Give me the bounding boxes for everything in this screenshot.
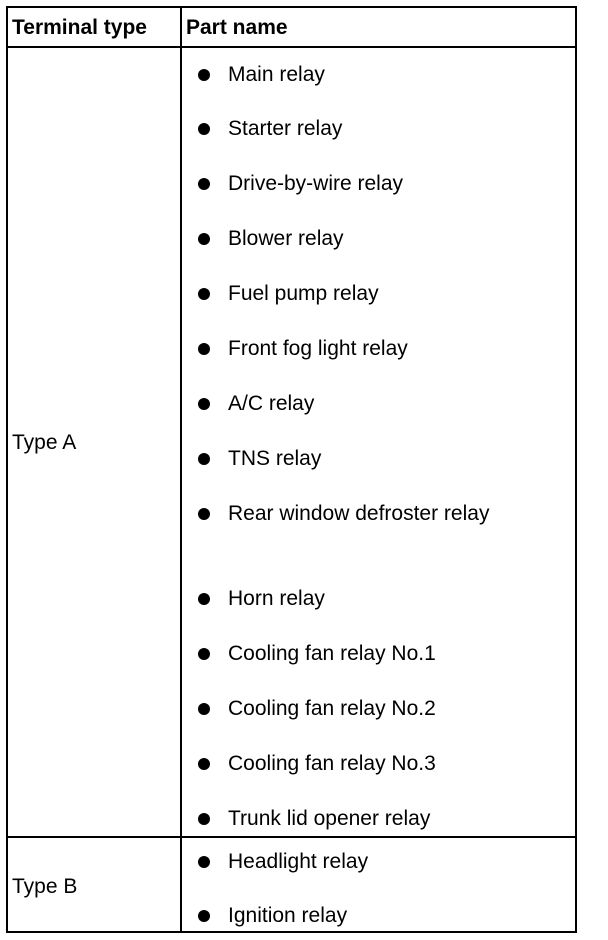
list-item xyxy=(228,169,548,199)
part-name: Headlight relay xyxy=(228,850,369,873)
list-item xyxy=(228,444,548,474)
part-name: Main relay xyxy=(228,63,325,86)
bullet-icon xyxy=(198,288,210,300)
bullet-icon xyxy=(198,123,210,135)
part-name: Blower relay xyxy=(228,227,344,250)
list-item xyxy=(228,584,548,614)
bullet-icon xyxy=(198,910,210,922)
list-item xyxy=(228,749,548,779)
list-item xyxy=(228,847,548,877)
part-name: Starter relay xyxy=(228,117,343,140)
list-item xyxy=(228,334,548,364)
bullet-icon xyxy=(198,508,210,520)
part-name: Fuel pump relay xyxy=(228,282,379,305)
part-name: TNS relay xyxy=(228,447,322,470)
bullet-icon xyxy=(198,758,210,770)
list-item xyxy=(228,60,548,90)
bullet-icon xyxy=(198,178,210,190)
header-terminal-type: Terminal type xyxy=(12,16,147,39)
type-b-label: Type B xyxy=(12,875,78,898)
bullet-icon xyxy=(198,69,210,81)
group-divider xyxy=(8,836,575,838)
part-name: Cooling fan relay No.3 xyxy=(228,752,436,775)
list-item xyxy=(228,499,518,529)
list-item xyxy=(228,639,548,669)
bullet-icon xyxy=(198,453,210,465)
list-item xyxy=(228,901,548,931)
part-name: Horn relay xyxy=(228,587,325,610)
list-item xyxy=(228,279,548,309)
part-name: Front fog light relay xyxy=(228,337,408,360)
bullet-icon xyxy=(198,343,210,355)
column-divider xyxy=(180,8,182,931)
list-item xyxy=(228,694,548,724)
part-name: Ignition relay xyxy=(228,904,348,927)
bullet-icon xyxy=(198,398,210,410)
list-item xyxy=(228,389,548,419)
bullet-icon xyxy=(198,703,210,715)
relay-terminal-table xyxy=(6,6,577,933)
bullet-icon xyxy=(198,233,210,245)
bullet-icon xyxy=(198,648,210,660)
list-item xyxy=(228,114,548,144)
header-part-name: Part name xyxy=(186,16,288,39)
part-name: Cooling fan relay No.2 xyxy=(228,697,436,720)
type-a-label: Type A xyxy=(12,431,77,454)
part-name: Drive-by-wire relay xyxy=(228,172,404,195)
part-name: Cooling fan relay No.1 xyxy=(228,642,436,665)
list-item xyxy=(228,804,548,834)
bullet-icon xyxy=(198,856,210,868)
bullet-icon xyxy=(198,813,210,825)
part-name: Trunk lid opener relay xyxy=(228,807,431,830)
list-item xyxy=(228,224,548,254)
bullet-icon xyxy=(198,593,210,605)
part-name: A/C relay xyxy=(228,392,315,415)
part-name: Rear window defroster relay xyxy=(228,502,490,525)
table-header xyxy=(8,8,575,48)
